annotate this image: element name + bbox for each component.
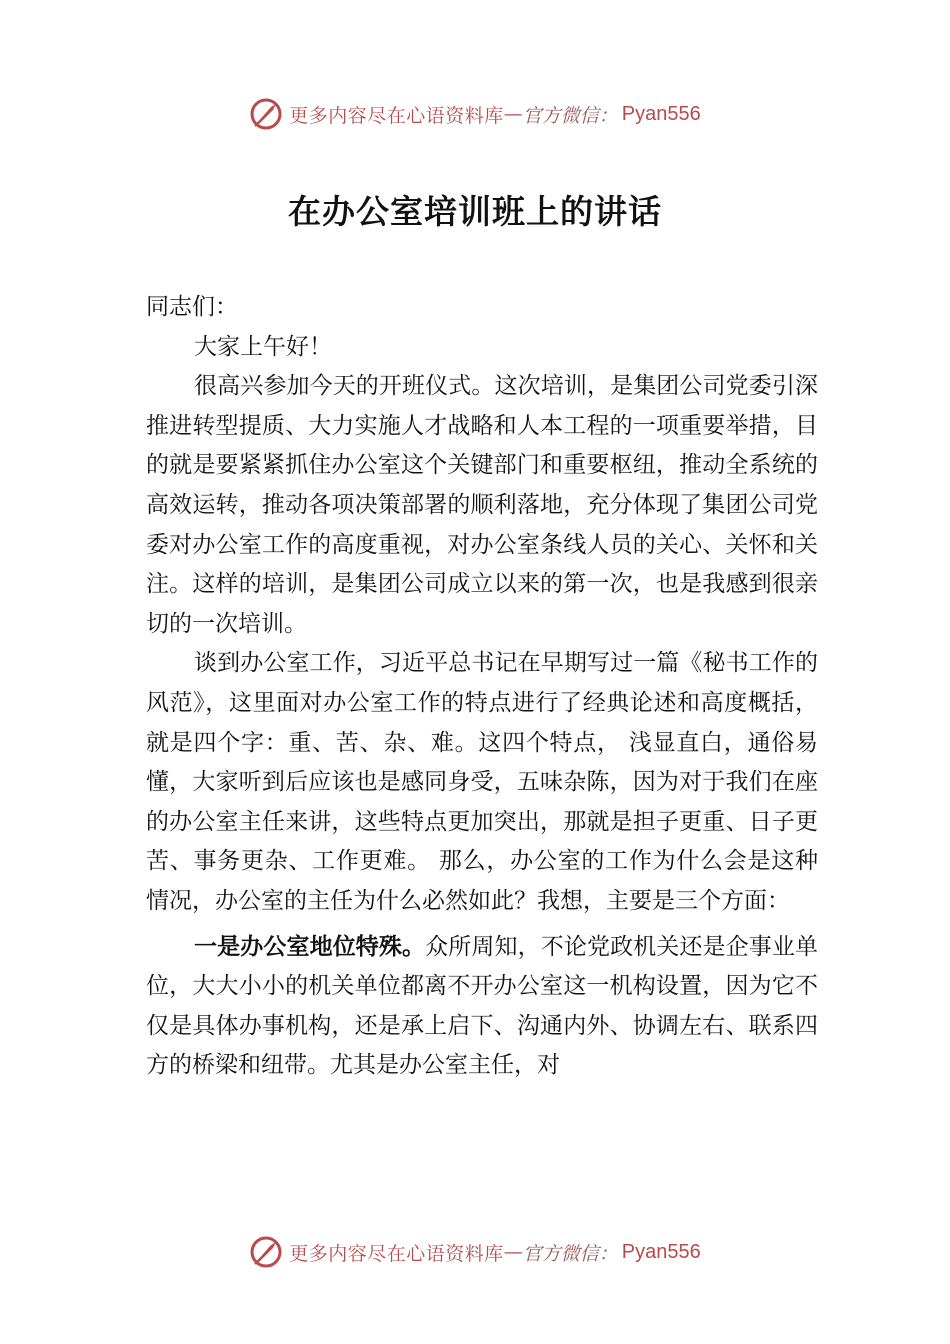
point-one-lead: 一是办公室地位特殊。 [194, 933, 426, 960]
watermark-wechat-id: Pyan556 [621, 1240, 701, 1263]
paragraph-2: 谈到办公室工作，习近平总书记在早期写过一篇《秘书工作的风范》，这里面对办公室工作的特点进行了经典论述和高度概括，就是四个字：重、苦、杂、难。这四个特点， 浅显直白，通俗易懂，大家听到后应该也是感同身受，五味杂陈，因为对于我们在座的办公室主任来讲，这些特点更加突出，那就是担子更重、日子更苦、事务更杂、工作更难。 那么，办公室的工作为什么会是这种情况，办公室的主任为什么必然如此？我想，主要是三个方面： [146, 650, 818, 914]
watermark-dash: — [503, 103, 523, 125]
paragraph-point-one [146, 928, 818, 1086]
watermark-dash: — [503, 1241, 523, 1263]
quill-pen-logo-icon [249, 1235, 283, 1269]
point-one-body: 众所周知，不论党政机关还是企事业单位，大大小小的机关单位都离不开办公室这一机构设置，因为它不仅是具体办事机构，还是承上启下、沟通内外、协调左右、联系四方的桥梁和纽带。尤其是办公室主任，对 [146, 933, 819, 1079]
watermark-label: 官方微信： [522, 104, 618, 127]
header-watermark [0, 94, 950, 134]
watermark-label: 官方微信： [522, 1242, 618, 1265]
footer-watermark [0, 1232, 950, 1272]
salutation: 同志们： [146, 294, 238, 320]
watermark-site-text: 更多内容尽在心语资料库 [289, 1242, 504, 1265]
document-body [146, 288, 818, 1086]
watermark-wechat-id: Pyan556 [621, 102, 701, 125]
paragraph-1: 很高兴参加今天的开班仪式。这次培训，是集团公司党委引深推进转型提质、大力实施人才战略和人本工程的一项重要举措，目的就是要紧紧抓住办公室这个关键部门和重要枢纽，推动全系统的高效运转，推动各项决策部署的顺利落地，充分体现了集团公司党委对办公室工作的高度重视，对办公室条线人员的关心、关怀和关注。这样的培训，是集团公司成立以来的第一次，也是我感到很亲切的一次培训。 [146, 373, 818, 637]
watermark-site-text: 更多内容尽在心语资料库 [289, 104, 504, 127]
quill-pen-logo-icon [249, 97, 283, 131]
document-title: 在办公室培训班上的讲话 [288, 192, 662, 231]
greeting: 大家上午好！ [194, 333, 332, 360]
